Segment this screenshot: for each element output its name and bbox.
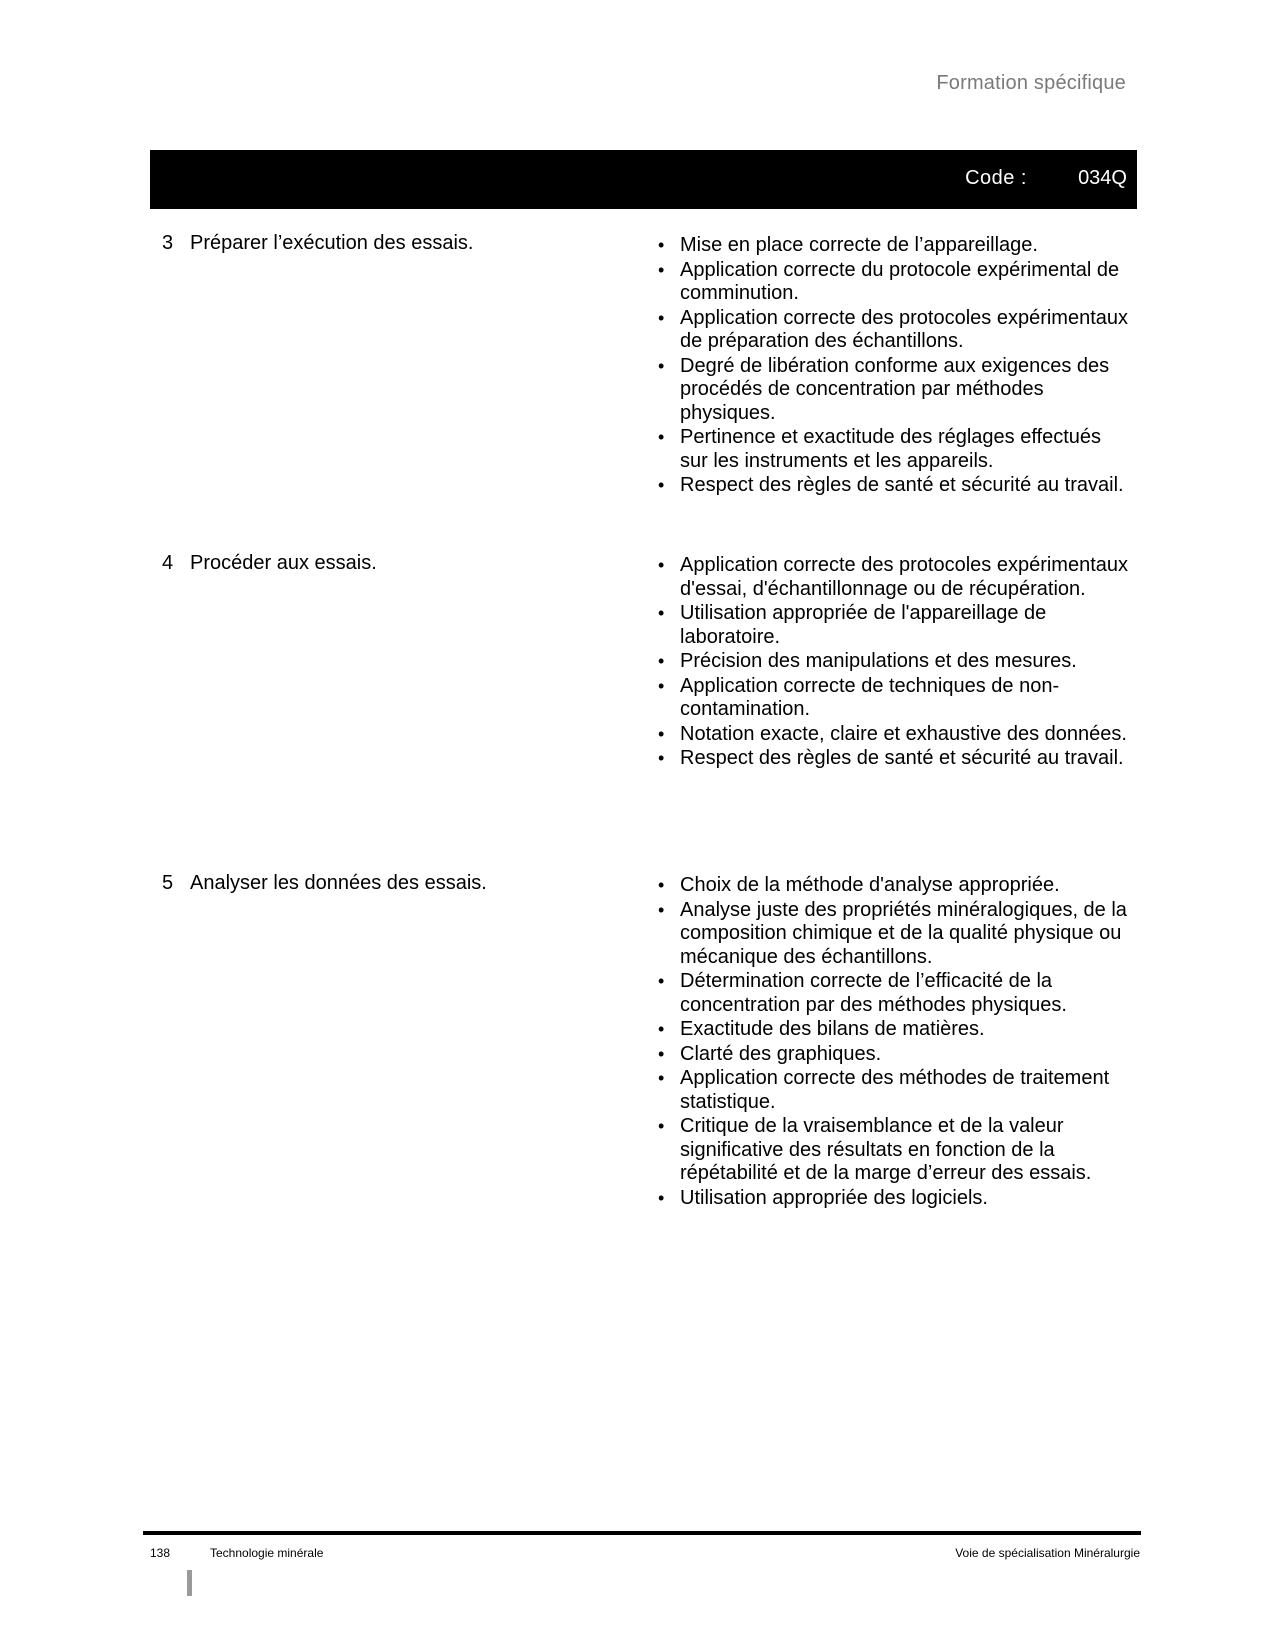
criterion-text: Utilisation appropriée des logiciels. [680, 1186, 988, 1209]
criterion-text: Choix de la méthode d'analyse appropriée. [680, 874, 1060, 896]
criterion-text: Clarté des graphiques. [680, 1042, 882, 1065]
criterion-text: Application correcte de techniques de non-contamination. [680, 674, 1060, 720]
section-number: 5 [162, 872, 174, 894]
bullet-icon: • [658, 1068, 665, 1088]
criterion [650, 874, 1130, 898]
footer-divider [143, 1531, 1141, 1535]
criterion-text: Application correcte des protocoles expérimentaux de préparation des échantillons. [680, 306, 1129, 352]
criterion-text: Application correcte du protocole expérimental de comminution. [680, 258, 1120, 304]
section-title: Procéder aux essais. [190, 552, 377, 574]
bullet-icon: • [658, 723, 665, 744]
bullet-icon: • [658, 1043, 665, 1064]
footer-title: Technologie minérale [210, 1546, 324, 1560]
criterion [650, 307, 1130, 354]
criterion [650, 1187, 1130, 1211]
section-title: Préparer l’exécution des essais. [190, 232, 474, 254]
criterion-text: Respect des règles de santé et sécurité au travail. [680, 474, 1124, 496]
criterion-text: Respect des règles de santé et sécurité au travail. [680, 747, 1124, 769]
criterion [650, 474, 1130, 498]
code-label: Code : [965, 167, 1027, 189]
criterion-text: Application correcte des méthodes de traitement statistique. [680, 1067, 1110, 1113]
criterion [650, 259, 1130, 306]
criterion-text: Degré de libération conforme aux exigences des procédés de concentration par méthodes physiques. [680, 354, 1110, 424]
criterion-text: Utilisation appropriée de l'appareillage de laboratoire. [680, 602, 1047, 648]
criterion-text: Pertinence et exactitude des réglages effectués sur les instruments et les appareils. [680, 426, 1102, 472]
bullet-icon: • [658, 651, 665, 671]
revision-bar [187, 1570, 192, 1596]
criterion [650, 234, 1130, 258]
criterion-text: Analyse juste des propriétés minéralogiques, de la composition chimique et de la qualité physique ou mécanique des échantillons. [680, 898, 1127, 968]
bullet-icon: • [658, 427, 665, 447]
criterion [650, 723, 1130, 747]
criteria-list [650, 234, 1130, 499]
bullet-icon: • [658, 875, 665, 895]
criterion-text: Critique de la vraisemblance et de la valeur significative des résultats en fonction de la répétabilité et de la marge d’erreur des essais. [680, 1115, 1092, 1184]
bullet-icon: • [658, 1187, 665, 1208]
bullet-icon: • [658, 355, 665, 376]
criterion-text: Notation exacte, claire et exhaustive des données. [680, 722, 1127, 745]
bullet-icon: • [658, 259, 665, 280]
criterion [650, 899, 1130, 970]
criterion [650, 1067, 1130, 1114]
code-value: 034Q [1078, 167, 1127, 189]
code-bar [150, 150, 1137, 209]
bullet-icon: • [658, 307, 665, 328]
footer-section: Voie de spécialisation Minéralurgie [955, 1546, 1140, 1560]
criterion [650, 355, 1130, 426]
criterion-text: Application correcte des protocoles expérimentaux d'essai, d'échantillonnage ou de récupération. [680, 554, 1129, 600]
criterion [650, 675, 1130, 722]
criterion [650, 602, 1130, 649]
criterion [650, 554, 1130, 601]
section-number: 3 [162, 232, 174, 254]
criterion-text: Détermination correcte de l’efficacité de la concentration par des méthodes physiques. [680, 970, 1067, 1016]
page-number: 138 [150, 1546, 171, 1560]
section-title: Analyser les données des essais. [190, 872, 487, 894]
section-number: 4 [162, 552, 174, 574]
criterion [650, 970, 1130, 1017]
criterion [650, 1043, 1130, 1067]
criterion [650, 426, 1130, 473]
bullet-icon: • [658, 675, 665, 696]
bullet-icon: • [658, 603, 665, 623]
bullet-icon: • [658, 475, 665, 495]
criterion-text: Mise en place correcte de l’appareillage. [680, 234, 1038, 256]
criteria-list [650, 874, 1130, 1211]
bullet-icon: • [658, 1116, 665, 1136]
bullet-icon: • [658, 899, 665, 920]
criterion-text: Précision des manipulations et des mesures. [680, 650, 1077, 672]
bullet-icon: • [658, 235, 665, 255]
criterion [650, 650, 1130, 674]
bullet-icon: • [658, 555, 665, 575]
bullet-icon: • [658, 1019, 665, 1039]
criterion [650, 1018, 1130, 1042]
bullet-icon: • [658, 748, 665, 768]
criterion-text: Exactitude des bilans de matières. [680, 1018, 985, 1040]
bullet-icon: • [658, 971, 665, 991]
criterion [650, 747, 1130, 771]
criterion [650, 1115, 1130, 1186]
running-header: Formation spécifique [936, 72, 1126, 94]
criteria-list [650, 554, 1130, 772]
